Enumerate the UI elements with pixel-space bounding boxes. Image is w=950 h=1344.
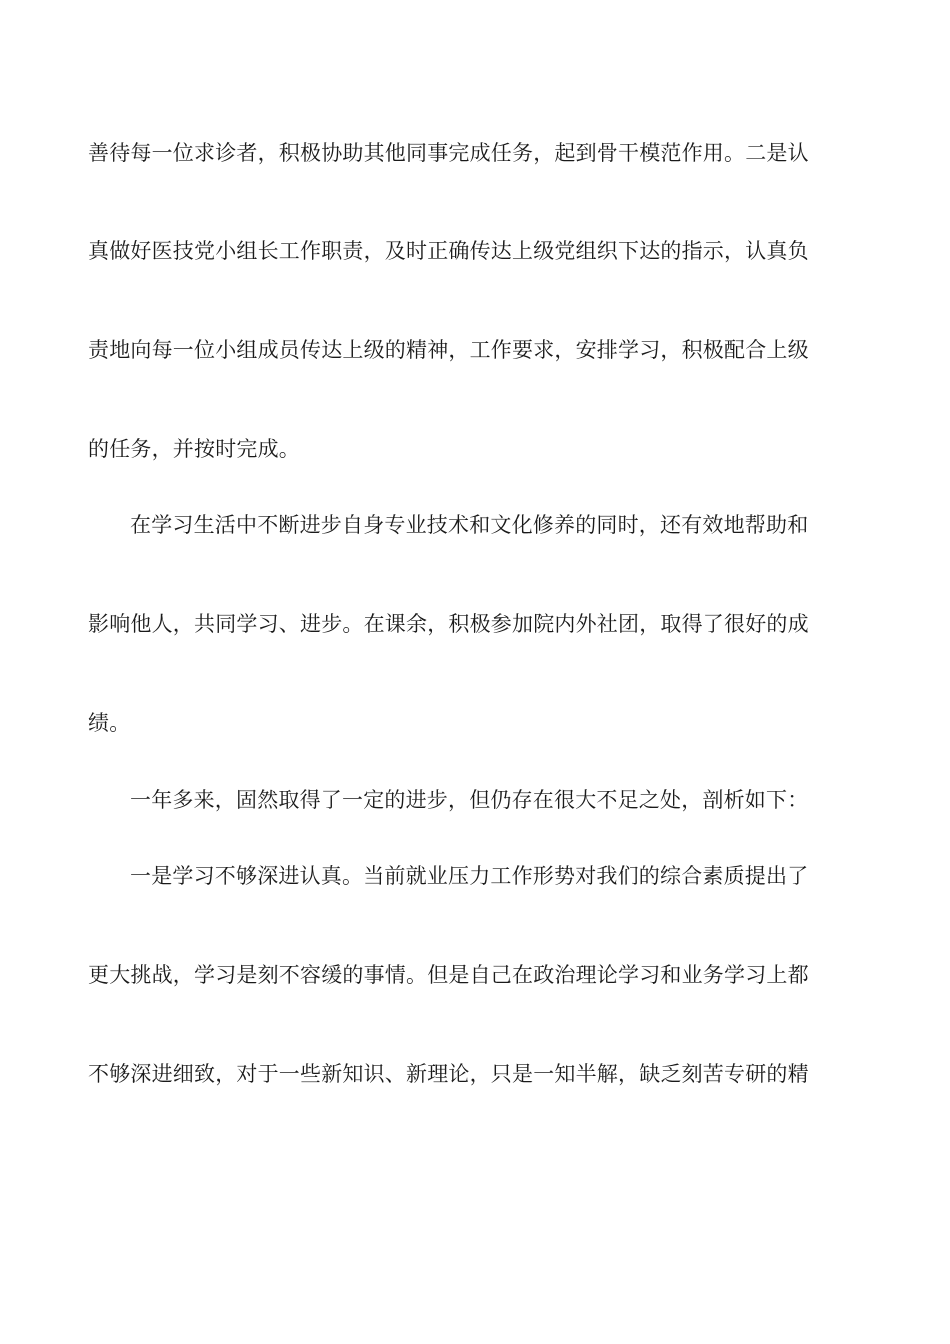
text-line-6: 影响他人，共同学习、进步。在课余，积极参加院内外社团，取得了很好的成: [88, 612, 809, 636]
paragraph-start-line: 一年多来，固然取得了一定的进步，但仍存在很大不足之处，剖析如下：: [130, 788, 809, 812]
text-line-3: 责地向每一位小组成员传达上级的精神，工作要求，安排学习，积极配合上级: [88, 338, 809, 362]
text-line-4: 的任务，并按时完成。: [88, 437, 300, 461]
text-line-11: 不够深进细致，对于一些新知识、新理论，只是一知半解，缺乏刻苦专研的精: [88, 1062, 809, 1086]
text-line-7: 绩。: [88, 711, 131, 735]
text-line-2: 真做好医技党小组长工作职责，及时正确传达上级党组织下达的指示，认真负: [88, 239, 809, 263]
paragraph-start-line: 一是学习不够深进认真。当前就业压力工作形势对我们的综合素质提出了: [130, 864, 809, 888]
text-line-1: 善待每一位求诊者，积极协助其他同事完成任务，起到骨干模范作用。二是认: [88, 141, 809, 165]
text-line-10: 更大挑战，学习是刻不容缓的事情。但是自己在政治理论学习和业务学习上都: [88, 963, 809, 987]
paragraph-start-line: 在学习生活中不断进步自身专业技术和文化修养的同时，还有效地帮助和: [130, 513, 809, 537]
